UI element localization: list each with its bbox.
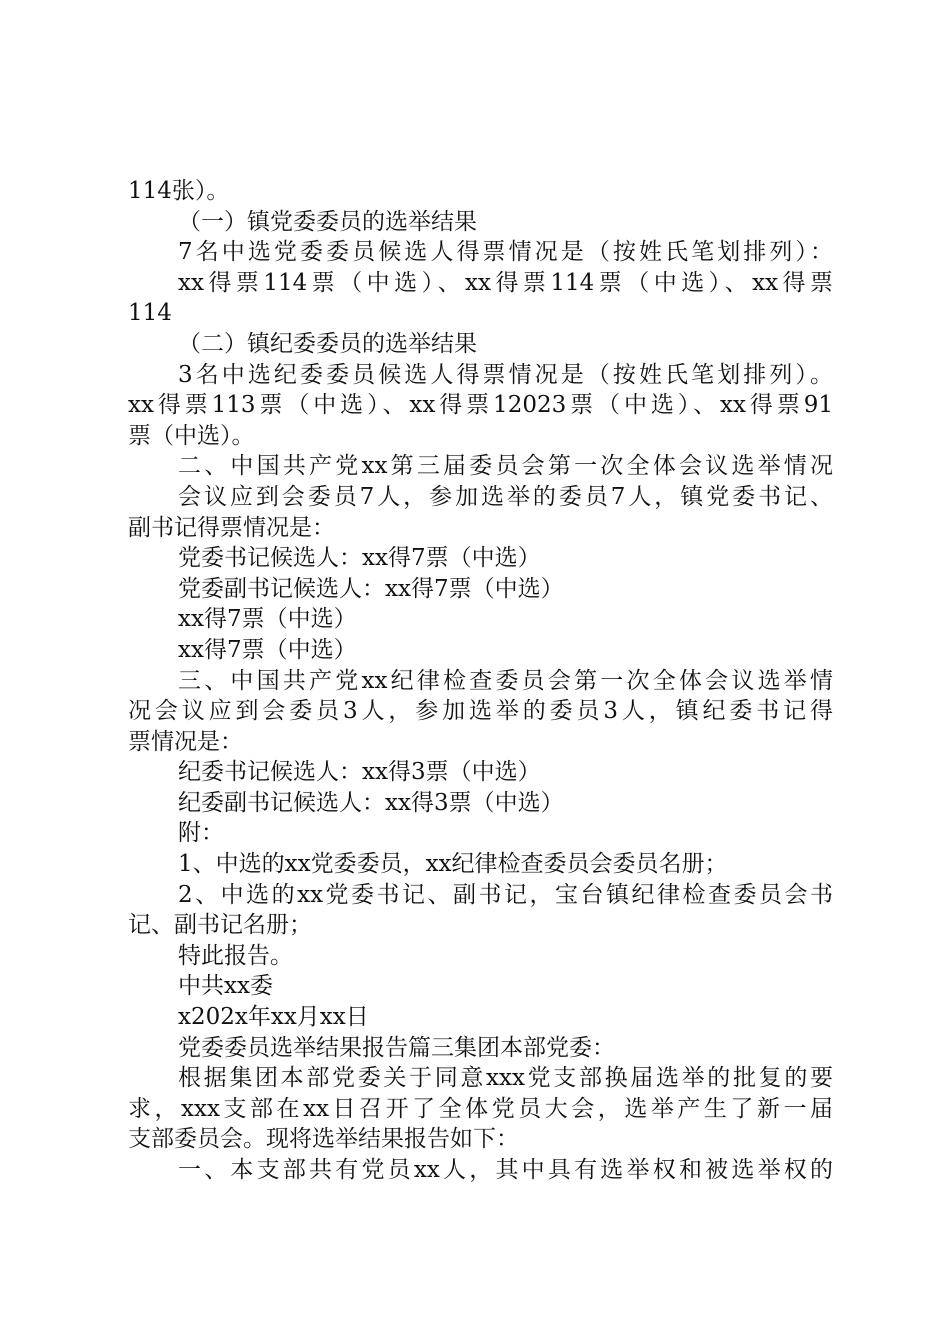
text-line: xx得7票（中选） — [178, 636, 357, 663]
text-line: 1、中选的xx党委委员，xx纪律检查委员会委员名册； — [178, 851, 728, 878]
text-line: 114 — [128, 300, 172, 327]
text-line: 114张）。 — [128, 178, 230, 204]
text-line: 票（中选）。 — [128, 422, 255, 449]
text-line: 3名中选纪委委员候选人得票情况是（按姓氏笔划排列）。 — [178, 361, 833, 388]
text-line: 根据集团本部党委关于同意xxx党支部换届选举的批复的要 — [178, 1065, 833, 1092]
text-line: 会议应到会委员7人，参加选举的委员7人，镇党委书记、 — [178, 483, 833, 510]
text-line: xx得7票（中选） — [178, 606, 357, 633]
text-line: 二、中国共产党xx第三届委员会第一次全体会议选举情况 — [178, 453, 833, 480]
text-line: xx得票114票（中选）、xx得票114票（中选）、xx得票 — [178, 269, 833, 296]
document-body — [128, 176, 833, 1186]
text-line: 党委委员选举结果报告篇三集团本部党委： — [178, 1034, 615, 1061]
text-line: 党委书记候选人：xx得7票（中选） — [178, 545, 541, 572]
text-line: 记、副书记名册； — [128, 912, 312, 939]
text-line: 支部委员会。现将选举结果报告如下： — [128, 1126, 519, 1153]
text-line: 中共xx委 — [178, 973, 273, 1000]
text-line: 一、本支部共有党员xx人，其中具有选举权和被选举权的 — [178, 1157, 833, 1183]
text-line: 况会议应到会委员3人，参加选举的委员3人，镇纪委书记得 — [128, 698, 833, 725]
text-line: （一）镇党委委员的选举结果 — [178, 208, 477, 235]
text-line: 7名中选党委委员候选人得票情况是（按姓氏笔划排列）： — [178, 239, 833, 266]
text-line: 副书记得票情况是： — [128, 514, 335, 541]
text-line: xx得票113票（中选）、xx得票12023票（中选）、xx得票91 — [128, 392, 833, 419]
text-line: （二）镇纪委委员的选举结果 — [178, 330, 477, 357]
text-line: 特此报告。 — [178, 942, 293, 969]
text-line: 纪委书记候选人：xx得3票（中选） — [178, 759, 541, 786]
text-line: x202x年xx月xx日 — [178, 1004, 369, 1031]
text-line: 求，xxx支部在xx日召开了全体党员大会，选举产生了新一届 — [128, 1095, 833, 1122]
text-line: 三、中国共产党xx纪律检查委员会第一次全体会议选举情 — [178, 667, 833, 694]
text-line: 2、中选的xx党委书记、副书记，宝台镇纪律检查委员会书 — [178, 881, 833, 908]
text-line: 附： — [178, 820, 224, 847]
text-line: 票情况是： — [128, 728, 243, 755]
text-line: 党委副书记候选人：xx得7票（中选） — [178, 575, 564, 602]
text-line: 纪委副书记候选人：xx得3票（中选） — [178, 789, 564, 816]
